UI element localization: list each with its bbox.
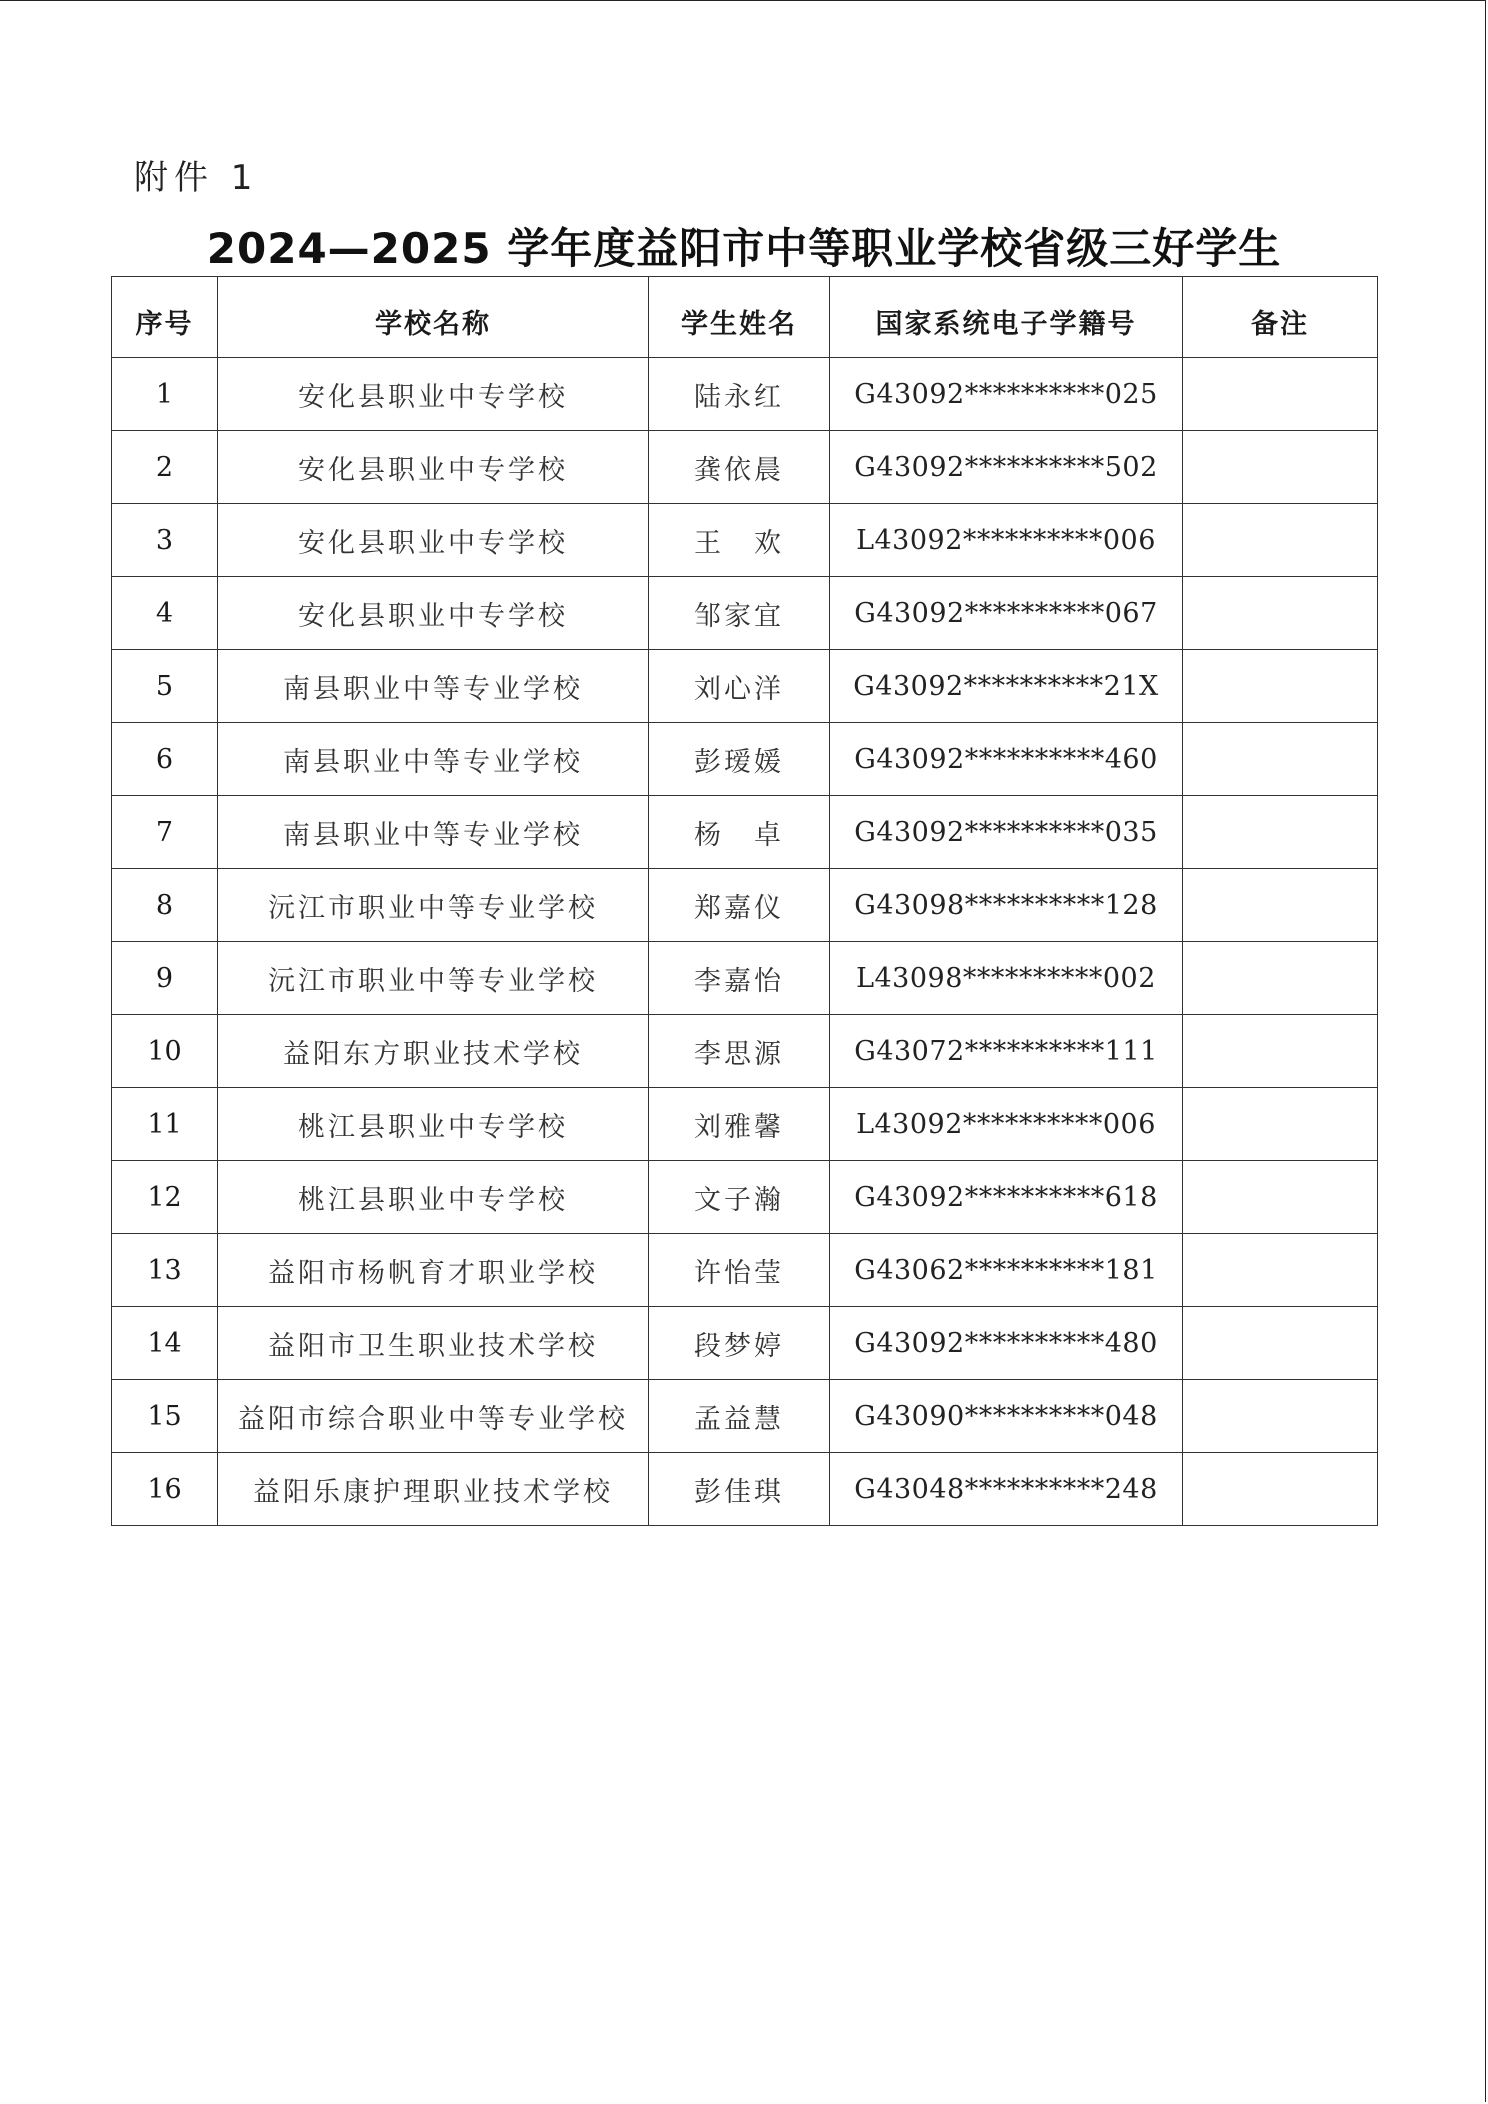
row-school-cell: 南县职业中等专业学校 [218, 723, 649, 796]
row-student-id-cell: G43092**********067 [830, 577, 1183, 650]
row-note-cell [1183, 1161, 1378, 1234]
row-school-cell: 益阳乐康护理职业技术学校 [218, 1453, 649, 1526]
row-seq-cell: 14 [112, 1307, 218, 1380]
row-student-name-cell: 杨 卓 [649, 796, 830, 869]
row-seq-cell: 15 [112, 1380, 218, 1453]
table-row [112, 1307, 1378, 1380]
attachment-label: 附件 1 [134, 158, 259, 198]
row-student-name-cell: 李思源 [649, 1015, 830, 1088]
header-note: 备注 [1183, 277, 1378, 358]
row-student-name-cell: 李嘉怡 [649, 942, 830, 1015]
row-note-cell [1183, 1307, 1378, 1380]
row-school-cell: 安化县职业中专学校 [218, 358, 649, 431]
row-note-cell [1183, 723, 1378, 796]
table-row [112, 869, 1378, 942]
row-student-id-cell: G43092**********025 [830, 358, 1183, 431]
row-school-cell: 益阳市杨帆育才职业学校 [218, 1234, 649, 1307]
row-student-id-cell: G43098**********128 [830, 869, 1183, 942]
row-student-name-cell: 郑嘉仪 [649, 869, 830, 942]
row-student-id-cell: G43092**********502 [830, 431, 1183, 504]
row-student-id-cell: G43092**********035 [830, 796, 1183, 869]
row-student-name-cell: 孟益慧 [649, 1380, 830, 1453]
row-note-cell [1183, 504, 1378, 577]
table-row [112, 650, 1378, 723]
row-student-name-cell: 陆永红 [649, 358, 830, 431]
row-student-name-cell: 段梦婷 [649, 1307, 830, 1380]
row-school-cell: 沅江市职业中等专业学校 [218, 942, 649, 1015]
header-seq: 序号 [112, 277, 218, 358]
table-row [112, 1234, 1378, 1307]
table-row [112, 796, 1378, 869]
row-seq-cell: 16 [112, 1453, 218, 1526]
table-row [112, 577, 1378, 650]
table-row [112, 1015, 1378, 1088]
table-row [112, 504, 1378, 577]
row-note-cell [1183, 796, 1378, 869]
table-row [112, 942, 1378, 1015]
row-seq-cell: 6 [112, 723, 218, 796]
row-school-cell: 安化县职业中专学校 [218, 504, 649, 577]
row-school-cell: 南县职业中等专业学校 [218, 796, 649, 869]
row-student-id-cell: G43062**********181 [830, 1234, 1183, 1307]
row-note-cell [1183, 869, 1378, 942]
row-school-cell: 沅江市职业中等专业学校 [218, 869, 649, 942]
row-seq-cell: 4 [112, 577, 218, 650]
row-note-cell [1183, 577, 1378, 650]
row-student-id-cell: L43092**********006 [830, 504, 1183, 577]
header-student-name: 学生姓名 [649, 277, 830, 358]
row-note-cell [1183, 1380, 1378, 1453]
table-body [112, 358, 1378, 1526]
row-seq-cell: 12 [112, 1161, 218, 1234]
row-student-id-cell: G43072**********111 [830, 1015, 1183, 1088]
row-student-id-cell: G43092**********460 [830, 723, 1183, 796]
row-student-id-cell: L43098**********002 [830, 942, 1183, 1015]
row-student-name-cell: 文子瀚 [649, 1161, 830, 1234]
row-student-id-cell: G43090**********048 [830, 1380, 1183, 1453]
row-note-cell [1183, 1453, 1378, 1526]
row-student-name-cell: 彭佳琪 [649, 1453, 830, 1526]
row-school-cell: 安化县职业中专学校 [218, 577, 649, 650]
row-student-name-cell: 王 欢 [649, 504, 830, 577]
header-student-id: 国家系统电子学籍号 [830, 277, 1183, 358]
table-row [112, 431, 1378, 504]
row-seq-cell: 5 [112, 650, 218, 723]
row-school-cell: 南县职业中等专业学校 [218, 650, 649, 723]
table-row [112, 1380, 1378, 1453]
row-seq-cell: 9 [112, 942, 218, 1015]
row-note-cell [1183, 431, 1378, 504]
table-row [112, 1161, 1378, 1234]
table-row [112, 723, 1378, 796]
table-row [112, 1453, 1378, 1526]
row-student-id-cell: G43092**********480 [830, 1307, 1183, 1380]
row-seq-cell: 3 [112, 504, 218, 577]
row-note-cell [1183, 1088, 1378, 1161]
row-seq-cell: 7 [112, 796, 218, 869]
student-roster-table [111, 276, 1378, 1526]
row-note-cell [1183, 1234, 1378, 1307]
row-note-cell [1183, 1015, 1378, 1088]
row-note-cell [1183, 942, 1378, 1015]
row-note-cell [1183, 358, 1378, 431]
row-school-cell: 益阳东方职业技术学校 [218, 1015, 649, 1088]
table-row [112, 358, 1378, 431]
row-student-name-cell: 彭瑷媛 [649, 723, 830, 796]
row-student-id-cell: G43092**********21X [830, 650, 1183, 723]
row-seq-cell: 8 [112, 869, 218, 942]
row-student-name-cell: 许怡莹 [649, 1234, 830, 1307]
row-seq-cell: 13 [112, 1234, 218, 1307]
header-school: 学校名称 [218, 277, 649, 358]
row-seq-cell: 10 [112, 1015, 218, 1088]
table-header-row [112, 277, 1378, 358]
row-seq-cell: 11 [112, 1088, 218, 1161]
row-student-id-cell: G43048**********248 [830, 1453, 1183, 1526]
row-student-name-cell: 刘雅馨 [649, 1088, 830, 1161]
row-school-cell: 安化县职业中专学校 [218, 431, 649, 504]
row-school-cell: 益阳市卫生职业技术学校 [218, 1307, 649, 1380]
row-seq-cell: 1 [112, 358, 218, 431]
row-school-cell: 桃江县职业中专学校 [218, 1161, 649, 1234]
row-student-name-cell: 刘心洋 [649, 650, 830, 723]
row-school-cell: 益阳市综合职业中等专业学校 [218, 1380, 649, 1453]
row-seq-cell: 2 [112, 431, 218, 504]
table-row [112, 1088, 1378, 1161]
row-student-name-cell: 龚依晨 [649, 431, 830, 504]
row-student-id-cell: G43092**********618 [830, 1161, 1183, 1234]
row-note-cell [1183, 650, 1378, 723]
row-student-name-cell: 邹家宜 [649, 577, 830, 650]
row-student-id-cell: L43092**********006 [830, 1088, 1183, 1161]
document-title: 2024—2025 学年度益阳市中等职业学校省级三好学生 [206, 224, 1282, 273]
row-school-cell: 桃江县职业中专学校 [218, 1088, 649, 1161]
